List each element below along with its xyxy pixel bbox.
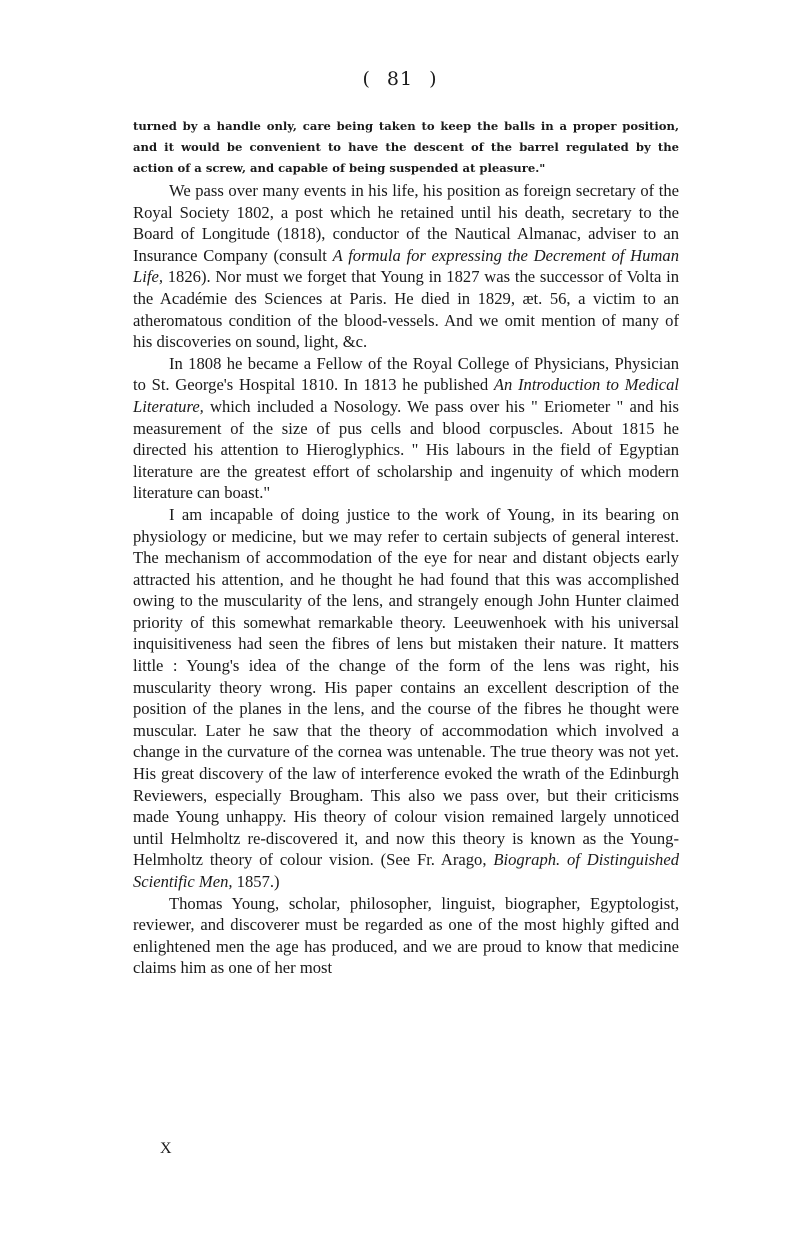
paragraph-1-text-b: 1826). Nor must we forget that Young in 1827 was the successor of Volta in the Académie des Sciences at Paris. He died in 1829, æt. 56, a victim to an atheromatous condition of the blood-vessels. And we omit mention of many of his discoveries on sound, light, &c. (133, 267, 679, 352)
paragraph-2 (133, 353, 679, 504)
body-text (133, 180, 679, 979)
quote-continuation: turned by a handle only, care being taken to keep the balls in a proper position, and it would be convenient to have the descent of the barrel regulated by the action of a screw, and capable of being suspended at pleasure." (133, 119, 679, 175)
paragraph-1-title: A formula for expressing the Decrement of Human Life, (133, 245, 679, 287)
paragraph-1 (133, 180, 679, 353)
signature-mark: X (160, 1140, 172, 1157)
paragraph-3 (133, 504, 679, 893)
paragraph-2-text-b: which included a Nosology. We pass over his " Eriometer " and his measurement of the size of pus cells and blood corpuscles. About 1815 he directed his attention to Hieroglyphics. " His labours in the field of Egyptian literature are the greatest effort of scholarship and ingenuity of which modern literature can boast." (133, 396, 679, 503)
paragraph-4 (133, 893, 679, 979)
page-number-value: 81 (386, 68, 414, 90)
paragraph-3-title: Biograph. of Distinguished Scientific Men, (133, 850, 679, 891)
paragraph-2-text-a: In 1808 he became a Fellow of the Royal College of Physicians, Physician to St. George's Hospital 1810. In 1813 he published (133, 353, 679, 395)
paren-open: ( (362, 68, 371, 90)
paragraph-4-text-a: Thomas Young, scholar, philosopher, linguist, biographer, Egyptologist, reviewer, and discoverer must be regarded as one of the most highly gifted and enlightened men the age has produced, and we are proud to know that medicine claims him as one of her most (133, 893, 679, 978)
paragraph-3-text-a: I am incapable of doing justice to the work of Young, in its bearing on physiology or medicine, but we may refer to certain subjects of general interest. The mechanism of accommodation of the eye for near and distant objects early attracted his attention, and he thought he had found that this was accomplished owing to the muscularity of the lens, and strangely enough John Hunter claimed priority of this somewhat remarkable theory. Leeuwenhoek with his universal inquisitiveness had seen the fibres of lens but mistaken their nature. It matters little : Young's idea of the change of the form of the lens was right, his muscularity theory wrong. His paper contains an excellent description of the position of the planes in the lens, and the course of the fibres he thought were muscular. Later he saw that the theory of accommodation which involved a change in the curvature of the cornea was untenable. The true theory was not yet. His great discovery of the law of interference evoked the wrath of the Edinburgh Reviewers, especially Brougham. This also we pass over, but their criticisms made Young unhappy. His theory of colour vision remained largely unnoticed until Helmholtz re-discovered it, and now this theory is known as the Young-Helmholtz theory of colour vision. (See Fr. Arago, (133, 504, 679, 870)
paragraph-3-text-b: 1857.) (232, 872, 280, 891)
paragraph-1-text-a: We pass over many events in his life, his position as foreign secretary of the Royal Society 1802, a post which he retained until his death, secretary to the Board of Longitude (1818), conductor of the Nautical Almanac, adviser to an Insurance Company (consult (133, 181, 679, 265)
paren-close: ) (429, 68, 438, 90)
paragraph-2-title: An Introduction to Medical Literature, (133, 375, 680, 416)
page-number (0, 68, 800, 90)
